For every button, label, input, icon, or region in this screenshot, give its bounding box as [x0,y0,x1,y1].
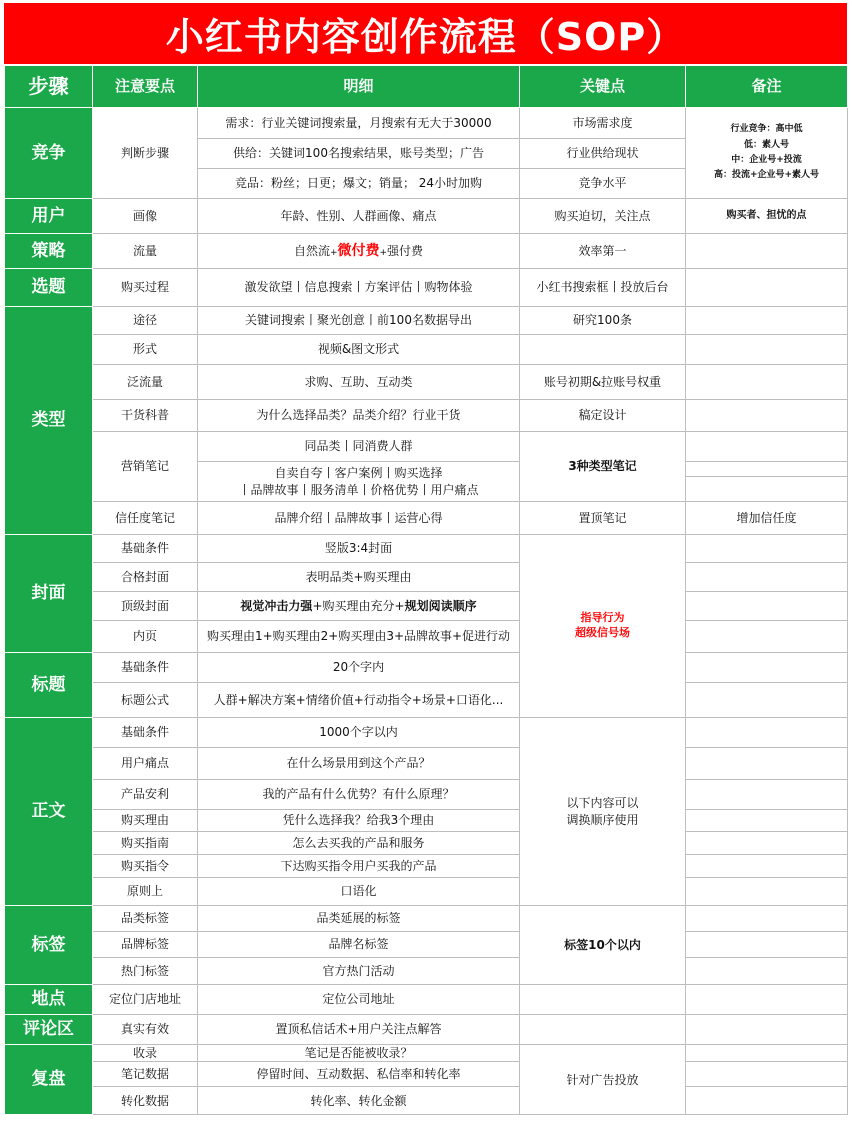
note-cell [686,400,848,432]
table-row [5,718,848,748]
detail-cell: 品类延展的标签 [198,906,520,932]
point-cell: 热门标签 [93,958,198,985]
detail-cell: 竖版3:4封面 [198,535,520,563]
table-row [5,199,848,234]
table-row [5,592,848,621]
point-cell: 信任度笔记 [93,502,198,535]
table-row [5,1045,848,1062]
detail-cell-strategy [198,234,520,269]
key-cell: 效率第一 [520,234,686,269]
point-cell: 定位门店地址 [93,985,198,1015]
detail-cell: 激发欲望丨信息搜索丨方案评估丨购物体验 [198,269,520,307]
table-row [5,1015,848,1045]
point-cell: 标题公式 [93,683,198,718]
detail-cell: 转化率、转化金额 [198,1087,520,1115]
note-cell [686,269,848,307]
key-line: 超级信号场 [575,626,630,639]
key-cell: 市场需求度 [520,108,686,139]
detail-cell-top-cover [198,592,520,621]
step-cell-pinglunqu: 评论区 [5,1015,93,1045]
point-cell: 笔记数据 [93,1062,198,1087]
point-cell: 收录 [93,1045,198,1062]
table-row [5,269,848,307]
header-step: 步骤 [5,66,93,108]
table-row [5,307,848,335]
detail-cell: 关键词搜索丨聚光创意丨前100名数据导出 [198,307,520,335]
detail-cell: 人群+解决方案+情绪价值+行动指令+场景+口语化... [198,683,520,718]
step-cell-xuanti: 选题 [5,269,93,307]
table-row [5,748,848,780]
detail-cell: 品牌名标签 [198,932,520,958]
step-cell-fupan: 复盘 [5,1045,93,1115]
key-cell [520,335,686,365]
note-cell [686,780,848,810]
note-cell [686,563,848,592]
point-cell: 途径 [93,307,198,335]
key-cell [520,985,686,1015]
bold-text: 视觉冲击力强 [240,598,313,613]
note-line: 中：企业号+投流 [731,155,802,165]
note-cell [686,365,848,400]
point-cell: 转化数据 [93,1087,198,1115]
key-cell: 小红书搜索框丨投放后台 [520,269,686,307]
note-cell [686,1015,848,1045]
point-cell: 干货科普 [93,400,198,432]
point-cell: 顶级封面 [93,592,198,621]
note-line: 低：素人号 [743,139,789,150]
point-cell: 内页 [93,621,198,653]
key-line: 调换顺序使用 [566,812,639,827]
note-cell [686,718,848,748]
step-cell-yonghu: 用户 [5,199,93,234]
detail-cell: 在什么场景用到这个产品？ [198,748,520,780]
table-row [5,985,848,1015]
key-cell-body [520,718,686,906]
detail-cell-marketing [198,462,520,502]
key-cell: 竞争水平 [520,169,686,199]
point-cell: 形式 [93,335,198,365]
table-row [5,365,848,400]
detail-cell: 年龄、性别、人群画像、痛点 [198,199,520,234]
note-cell [686,810,848,832]
key-cell: 购买迫切，关注点 [520,199,686,234]
table-row [5,563,848,592]
detail-cell: 供给：关键词100名搜索结果，账号类型；广告 [198,139,520,169]
key-cell: 3种类型笔记 [520,432,686,502]
note-cell [686,832,848,855]
table-row [5,855,848,878]
note-cell: 购买者、担忧的点 [686,199,848,234]
table-row [5,1062,848,1087]
key-cell [520,1015,686,1045]
detail-cell: 怎么去买我的产品和服务 [198,832,520,855]
note-cell [686,335,848,365]
point-cell: 泛流量 [93,365,198,400]
note-cell [686,878,848,906]
step-cell-biaoqian: 标签 [5,906,93,985]
detail-cell: 口语化 [198,878,520,906]
point-cell: 原则上 [93,878,198,906]
key-cell: 稿定设计 [520,400,686,432]
note-cell [686,1087,848,1115]
note-line: 高：投流+企业号+素人号 [713,170,820,181]
key-cell: 针对广告投放 [520,1045,686,1115]
header-key: 关键点 [520,66,686,108]
step-cell-leixing: 类型 [5,307,93,535]
note-cell [686,683,848,718]
detail-cell: 停留时间、互动数据、私信率和转化率 [198,1062,520,1087]
note-cell [686,1062,848,1087]
table-row [5,502,848,535]
detail-cell: 我的产品有什么优势？有什么原理？ [198,780,520,810]
note-cell [686,906,848,932]
table-row [5,335,848,365]
note-cell [686,985,848,1015]
note-cell [686,462,848,477]
header-detail: 明细 [198,66,520,108]
table-row [5,932,848,958]
detail-text: 强付费 [387,243,424,258]
header-note: 备注 [686,66,848,108]
step-cell-biaoti: 标题 [5,653,93,718]
note-cell [686,432,848,462]
detail-cell: 下达购买指令用户买我的产品 [198,855,520,878]
point-cell: 基础条件 [93,653,198,683]
table-row [5,108,848,139]
note-cell: 增加信任度 [686,502,848,535]
point-cell: 购买指令 [93,855,198,878]
point-cell: 购买过程 [93,269,198,307]
step-cell-fengmian: 封面 [5,535,93,653]
step-cell-zhengwen: 正文 [5,718,93,906]
key-cell: 账号初期&拉账号权重 [520,365,686,400]
detail-text: +购买理由充分+ [312,598,405,613]
bold-text: 规划阅读顺序 [404,598,477,613]
key-line: 指导行为 [580,611,625,625]
note-cell [686,234,848,269]
detail-cell: 购买理由1+购买理由2+购买理由3+品牌故事+促进行动 [198,621,520,653]
sheet-title: 小红书内容创作流程（SOP） [4,3,847,64]
table-row [5,878,848,906]
note-cell [686,653,848,683]
highlight-text: 微付费 [337,242,380,259]
note-cell [686,748,848,780]
detail-cell: 为什么选择品类？品类介绍？行业干货 [198,400,520,432]
point-cell: 基础条件 [93,535,198,563]
detail-cell: 1000个字以内 [198,718,520,748]
detail-cell: 笔记是否能被收录？ [198,1045,520,1062]
table-row [5,621,848,653]
point-cell: 合格封面 [93,563,198,592]
sop-table [4,65,848,1115]
table-row [5,832,848,855]
table-row [5,432,848,462]
note-cell [686,621,848,653]
note-cell [686,307,848,335]
point-cell: 购买理由 [93,810,198,832]
table-row [5,683,848,718]
key-cell: 标签10个以内 [520,906,686,985]
detail-cell: 需求：行业关键词搜索量，月搜索有无大于30000 [198,108,520,139]
point-cell: 用户痛点 [93,748,198,780]
point-cell: 产品安利 [93,780,198,810]
detail-line: 自卖自夸丨客户案例丨购买选择 [274,466,443,481]
detail-cell: 求购、互助、互动类 [198,365,520,400]
note-cell [686,535,848,563]
table-row [5,1087,848,1115]
note-cell [686,958,848,985]
detail-text: + [329,247,338,258]
table-row [5,906,848,932]
note-cell [686,1045,848,1062]
note-cell [686,592,848,621]
point-cell: 流量 [93,234,198,269]
detail-cell: 视频&图文形式 [198,335,520,365]
key-cell-cover-title [520,535,686,718]
header-row [5,66,848,108]
detail-cell: 官方热门活动 [198,958,520,985]
table-row [5,810,848,832]
step-cell-jingzheng: 竞争 [5,108,93,199]
detail-cell: 置顶私信话术+用户关注点解答 [198,1015,520,1045]
key-cell: 研究100条 [520,307,686,335]
table-row [5,653,848,683]
key-line: 以下内容可以 [566,796,639,811]
header-points: 注意要点 [93,66,198,108]
table-row [5,234,848,269]
point-cell: 营销笔记 [93,432,198,502]
table-row [5,780,848,810]
note-cell [686,932,848,958]
detail-cell: 表明品类+购买理由 [198,563,520,592]
detail-cell: 竞品：粉丝；日更；爆文；销量； 24小时加购 [198,169,520,199]
detail-line: 丨品牌故事丨服务清单丨价格优势丨用户痛点 [238,482,479,497]
table-row [5,958,848,985]
point-cell: 购买指南 [93,832,198,855]
detail-text: + [379,247,388,258]
point-cell: 真实有效 [93,1015,198,1045]
step-cell-celue: 策略 [5,234,93,269]
key-cell: 行业供给现状 [520,139,686,169]
detail-cell: 凭什么选择我？给我3个理由 [198,810,520,832]
step-cell-didian: 地点 [5,985,93,1015]
point-cell: 基础条件 [93,718,198,748]
note-cell-competition [686,108,848,199]
detail-cell: 品牌介绍丨品牌故事丨运营心得 [198,502,520,535]
detail-cell: 定位公司地址 [198,985,520,1015]
point-cell: 判断步骤 [93,108,198,199]
table-row [5,535,848,563]
key-cell: 置顶笔记 [520,502,686,535]
detail-cell: 同品类丨同消费人群 [198,432,520,462]
point-cell: 品牌标签 [93,932,198,958]
detail-text: 自然流 [293,243,330,258]
detail-cell: 20个字内 [198,653,520,683]
point-cell: 品类标签 [93,906,198,932]
note-cell [686,855,848,878]
note-line: 行业竞争：高中低 [730,124,803,135]
point-cell: 画像 [93,199,198,234]
note-cell [686,477,848,502]
table-row [5,400,848,432]
